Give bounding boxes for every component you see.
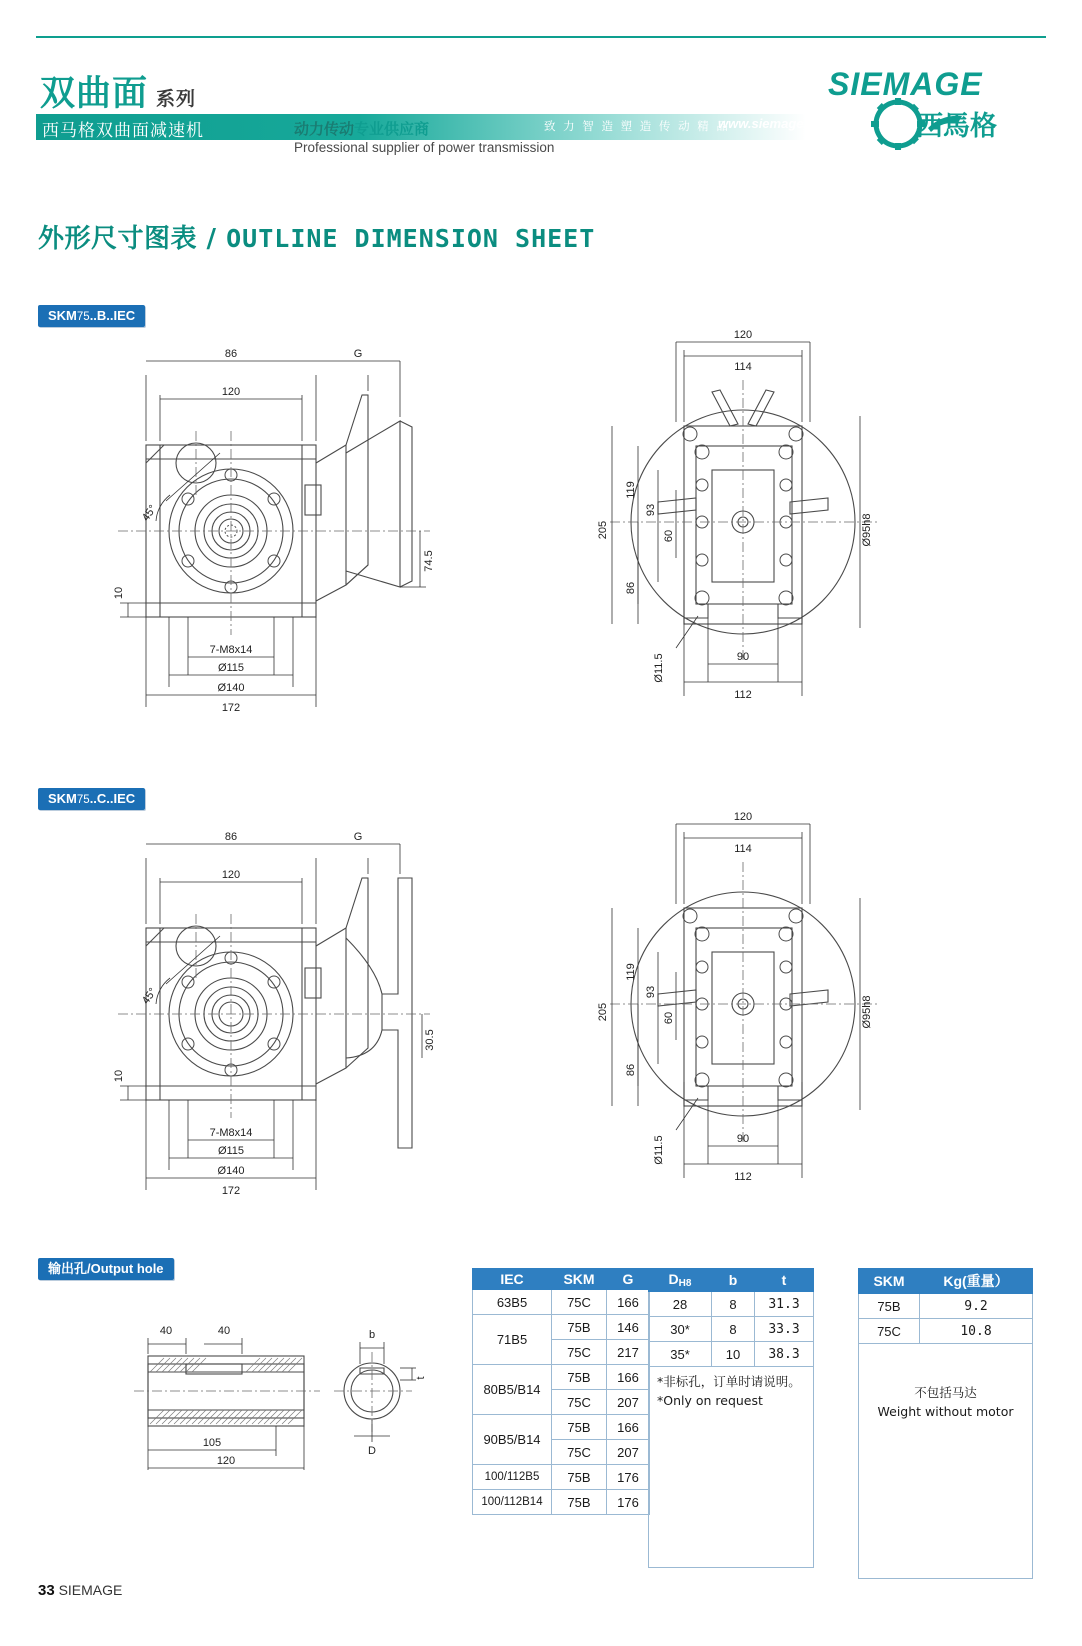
header-top-rule xyxy=(36,36,1046,38)
table-row xyxy=(473,1315,650,1340)
output-hole-tag: 输出孔/Output hole xyxy=(38,1258,174,1280)
dim-120: 120 xyxy=(221,869,241,881)
cell-t: 38.3 xyxy=(755,1342,814,1367)
dim-120: 120 xyxy=(216,1455,236,1467)
cell-skm: 75B xyxy=(552,1365,607,1390)
th-d-h8 xyxy=(649,1269,712,1292)
cell-g: 166 xyxy=(607,1290,650,1315)
table-weight-note xyxy=(859,1344,1033,1579)
drawing-b-front xyxy=(100,335,460,735)
header-slogan-cn-part1: 动力传动 xyxy=(294,120,355,138)
th-kg: Kg(重量） xyxy=(920,1269,1033,1294)
header-title-cn: 双曲面 xyxy=(40,74,149,114)
dim-d115: Ø11.5 xyxy=(653,1135,665,1165)
table-row xyxy=(649,1292,814,1317)
cell-skm: 75B xyxy=(552,1465,607,1490)
dim-172: 172 xyxy=(221,702,241,714)
page-footer xyxy=(38,1582,122,1599)
cell-g: 176 xyxy=(607,1465,650,1490)
cell-iec: 63B5 xyxy=(473,1290,552,1315)
dim-119: 119 xyxy=(625,481,637,499)
section-tag-b-prefix: SKM xyxy=(48,308,77,323)
dim-93: 93 xyxy=(645,985,657,999)
dim-205: 205 xyxy=(597,1002,609,1022)
cell-g: 176 xyxy=(607,1490,650,1515)
table-row xyxy=(859,1294,1033,1319)
dim-d115: Ø115 xyxy=(217,662,245,674)
bore-note-en: *Only on request xyxy=(657,1392,763,1408)
cell-kg: 9.2 xyxy=(920,1294,1033,1319)
table-note-row xyxy=(649,1367,814,1568)
section-tag-b xyxy=(38,305,145,327)
dim-90: 90 xyxy=(736,1133,750,1145)
dim-172: 172 xyxy=(221,1185,241,1197)
dim-86: 86 xyxy=(224,831,238,843)
cell-skm: 75C xyxy=(552,1390,607,1415)
dim-105: 105 xyxy=(202,1437,222,1449)
weight-note-cn: 不包括马达 xyxy=(914,1385,977,1400)
page-title xyxy=(38,218,595,255)
header-website[interactable]: www.siemage.com xyxy=(718,116,834,131)
cell-t: 33.3 xyxy=(755,1317,814,1342)
header-slogan-en: Professional supplier of power transmission xyxy=(294,140,555,155)
cell-skm: 75C xyxy=(552,1290,607,1315)
output-hole-drawing xyxy=(120,1320,440,1500)
drawing-c-front xyxy=(100,818,460,1218)
cell-skm: 75B xyxy=(552,1315,607,1340)
table-row xyxy=(649,1342,814,1367)
th-d: D xyxy=(668,1271,679,1287)
table-row xyxy=(473,1490,650,1515)
dim-d140: Ø140 xyxy=(217,682,245,694)
dim-60: 60 xyxy=(663,529,675,543)
dim-114: 114 xyxy=(734,361,752,373)
dim-d140: Ø140 xyxy=(217,1165,245,1177)
th-skm: SKM xyxy=(859,1269,920,1294)
dim-bolt: 7-M8x14 xyxy=(209,644,253,656)
dim-d95h8: Ø95h8 xyxy=(861,513,873,547)
weight-note-en: Weight without motor xyxy=(877,1403,1014,1419)
table-weight-header-row xyxy=(859,1269,1033,1294)
table-row xyxy=(473,1365,650,1390)
dim-d115: Ø115 xyxy=(217,1145,245,1157)
dim-86: 86 xyxy=(625,1063,637,1077)
dim-114: 114 xyxy=(734,843,752,855)
header-slogan-cn-part2: 专业供应商 xyxy=(354,120,430,138)
table-bore-note xyxy=(649,1367,814,1568)
dim-205: 205 xyxy=(597,520,609,540)
cell-iec: 90B5/B14 xyxy=(473,1415,552,1465)
dim-93: 93 xyxy=(645,503,657,517)
dim-10: 10 xyxy=(113,586,125,600)
cell-g: 217 xyxy=(607,1340,650,1365)
cell-b: 8 xyxy=(712,1292,755,1317)
dim-745: 74.5 xyxy=(423,550,435,572)
dim-bolt: 7-M8x14 xyxy=(209,1127,253,1139)
section-tag-c-prefix: SKM xyxy=(48,791,77,806)
logo-wordmark: SIEMAGE xyxy=(828,66,983,102)
company-logo xyxy=(776,52,1046,148)
cell-g: 146 xyxy=(607,1315,650,1340)
table-iec xyxy=(472,1268,650,1515)
dim-10: 10 xyxy=(113,1069,125,1083)
header-title-series: 系列 xyxy=(156,88,197,110)
table-row xyxy=(473,1465,650,1490)
page-header xyxy=(36,52,1046,155)
header-slogan-cn xyxy=(294,118,429,139)
dim-angle: 45° xyxy=(139,503,160,524)
dim-d115: Ø11.5 xyxy=(653,653,665,683)
dim-40a: 40 xyxy=(159,1325,173,1337)
th-skm: SKM xyxy=(552,1269,607,1290)
dim-G: G xyxy=(353,831,363,843)
section-tag-b-size: 75 xyxy=(76,311,90,323)
cell-g: 207 xyxy=(607,1390,650,1415)
logo-wordmark-cn: 西馬格 xyxy=(916,111,997,142)
dim-t: t xyxy=(415,1376,427,1380)
cell-d: 35* xyxy=(649,1342,712,1367)
th-iec: IEC xyxy=(473,1269,552,1290)
cell-skm: 75B xyxy=(859,1294,920,1319)
dim-d95h8: Ø95h8 xyxy=(861,995,873,1029)
table-row xyxy=(473,1290,650,1315)
table-row xyxy=(859,1319,1033,1344)
dim-305: 30.5 xyxy=(424,1029,436,1051)
dim-112: 112 xyxy=(734,689,752,701)
cell-b: 8 xyxy=(712,1317,755,1342)
dim-119: 119 xyxy=(625,963,637,981)
th-b: b xyxy=(712,1269,755,1292)
dim-112: 112 xyxy=(734,1171,752,1183)
table-weight xyxy=(858,1268,1033,1579)
section-tag-c-size: 75 xyxy=(76,794,90,806)
cell-iec: 71B5 xyxy=(473,1315,552,1365)
cell-g: 166 xyxy=(607,1365,650,1390)
dim-40b: 40 xyxy=(217,1325,231,1337)
table-bore xyxy=(648,1268,814,1568)
cell-iec: 100/112B5 xyxy=(473,1465,552,1490)
section-tag-c xyxy=(38,788,145,810)
table-note-row xyxy=(859,1344,1033,1579)
dim-120: 120 xyxy=(221,386,241,398)
cell-d: 28 xyxy=(649,1292,712,1317)
table-bore-header-row xyxy=(649,1269,814,1292)
th-t: t xyxy=(755,1269,814,1292)
th-h8: H8 xyxy=(678,1278,692,1289)
dim-D: D xyxy=(368,1445,376,1457)
cell-skm: 75C xyxy=(552,1340,607,1365)
dim-b: b xyxy=(368,1329,376,1341)
cell-t: 31.3 xyxy=(755,1292,814,1317)
cell-skm: 75C xyxy=(552,1440,607,1465)
page-title-cn: 外形尺寸图表 / xyxy=(38,224,227,254)
cell-g: 207 xyxy=(607,1440,650,1465)
table-row xyxy=(473,1415,650,1440)
dim-90: 90 xyxy=(736,651,750,663)
dim-86: 86 xyxy=(625,581,637,595)
cell-skm: 75C xyxy=(859,1319,920,1344)
header-title xyxy=(40,66,196,116)
table-iec-header-row xyxy=(473,1269,650,1290)
dim-120: 120 xyxy=(733,330,753,341)
dim-86: 86 xyxy=(224,348,238,360)
header-subtitle: 西马格双曲面减速机 xyxy=(42,121,204,141)
cell-b: 10 xyxy=(712,1342,755,1367)
footer-page-number: 33 xyxy=(38,1582,55,1599)
dim-120: 120 xyxy=(733,812,753,823)
cell-kg: 10.8 xyxy=(920,1319,1033,1344)
cell-g: 166 xyxy=(607,1415,650,1440)
table-row xyxy=(649,1317,814,1342)
footer-brand: SIEMAGE xyxy=(58,1582,123,1598)
section-tag-b-suffix: ..B..IEC xyxy=(89,308,136,323)
bore-note-cn: *非标孔，订单时请说明。 xyxy=(657,1374,801,1389)
page-title-en: OUTLINE DIMENSION SHEET xyxy=(226,224,596,253)
header-band-cn: 致 力 智 造 塑 造 传 动 精 品 xyxy=(544,119,730,133)
cell-skm: 75B xyxy=(552,1490,607,1515)
drawing-c-side xyxy=(580,812,910,1212)
dim-G: G xyxy=(353,348,363,360)
cell-d: 30* xyxy=(649,1317,712,1342)
section-tag-c-suffix: ..C..IEC xyxy=(89,791,136,806)
dim-60: 60 xyxy=(663,1011,675,1025)
drawing-b-side xyxy=(580,330,910,730)
dim-angle: 45° xyxy=(139,986,160,1007)
th-g: G xyxy=(607,1269,650,1290)
cell-iec: 100/112B14 xyxy=(473,1490,552,1515)
cell-iec: 80B5/B14 xyxy=(473,1365,552,1415)
cell-skm: 75B xyxy=(552,1415,607,1440)
